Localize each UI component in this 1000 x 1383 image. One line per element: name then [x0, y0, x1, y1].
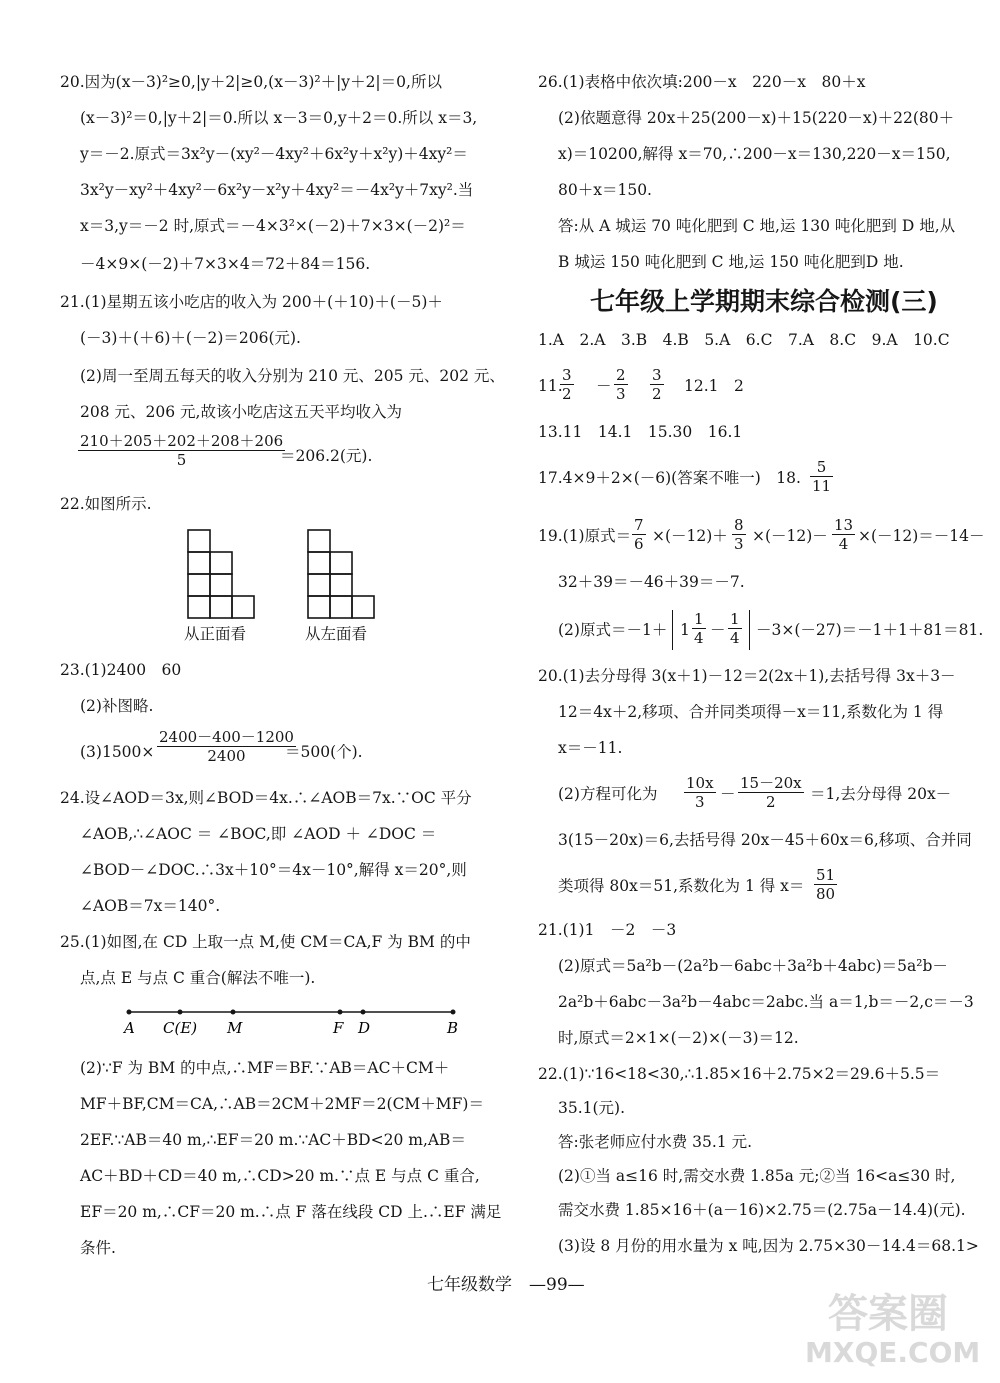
q20-1-line-1: 20.(1)去分母得 3(x＋1)－12＝2(2x＋1),去括号得 3x＋3－ — [538, 667, 956, 685]
q21-2-line-1: (2)原式＝5a²b－(2a²b－6abc＋3a²b＋4abc)＝5a²b－ — [558, 957, 948, 975]
watermark-site: MXQE.COM — [805, 1336, 981, 1369]
q20-line-2: (x－3)²＝0,|y＋2|＝0.所以 x－3＝0,y＋2＝0.所以 x＝3, — [80, 109, 478, 127]
q24-line-3: ∠BOD－∠DOC.∴3x＋10°＝4x－10°,解得 x＝20°,则 — [80, 861, 467, 879]
q19-1-fraction-1 — [632, 516, 646, 553]
point-c — [178, 1010, 183, 1015]
q11-fraction-1 — [560, 366, 574, 403]
q24-line-4: ∠AOB＝7x＝140°. — [80, 897, 221, 915]
fraction-denominator: 5 — [176, 451, 187, 469]
q21-line-4: 208 元、206 元,故该小吃店这五天平均收入为 — [80, 403, 402, 421]
q20-line-6: －4×9×(－2)＋7×3×4＝72＋84＝156. — [80, 255, 371, 273]
fraction-numerator: 7 — [634, 516, 644, 534]
label-a: A — [124, 1019, 135, 1037]
q25-line-2: 点,点 E 与点 C 重合(解法不唯一). — [80, 969, 316, 987]
q11-head: 11. — [538, 377, 563, 395]
q20-line-1: 20.因为(x－3)²≥0,|y＋2|≥0,(x－3)²＋|y＋2|＝0,所以 — [60, 73, 442, 91]
fraction-numerator: 1 — [694, 610, 704, 628]
fraction-denominator: 4 — [838, 535, 849, 553]
label-c-e: C(E) — [163, 1019, 198, 1037]
q25-2-line-4: AC＋BD＋CD＝40 m,∴CD>20 m.∵点 E 与点 C 重合, — [80, 1167, 480, 1185]
left-view-grid — [308, 530, 374, 618]
q19-1-head: 19.(1)原式＝ — [538, 527, 632, 545]
q25-2-line-2: MF＋BF,CM＝CA,∴AB＝2CM＋2MF＝2(CM＋MF)＝ — [80, 1095, 484, 1113]
q18-fraction — [810, 458, 833, 495]
q22-line-4: (2)①当 a≤16 时,需交水费 1.85a 元;②当 16<a≤30 时, — [558, 1167, 956, 1185]
q26-line-2: (2)依题意得 20x＋25(200－x)＋15(220－x)＋22(80＋ — [558, 109, 955, 127]
fraction-numerator: 3 — [562, 366, 572, 384]
q20-2-tail: ＝1,去分母得 20x－ — [810, 785, 952, 803]
point-b — [451, 1010, 456, 1015]
q21-line-1: 21.(1)星期五该小吃店的收入为 200＋(＋10)＋(－5)＋ — [60, 293, 443, 311]
q19-1-fraction-3 — [832, 516, 855, 553]
q22-line-5: 需交水费 1.85×16＋(a－16)×2.75＝(2.75a－14.4)(元). — [558, 1201, 966, 1219]
q25-2-line-1: (2)∵F 为 BM 的中点,∴MF＝BF.∵AB＝AC＋CM＋ — [80, 1059, 450, 1077]
fraction-numerator: 5 — [810, 458, 833, 477]
q26-line-1: 26.(1)表格中依次填:200－x 220－x 80＋x — [538, 73, 866, 91]
q21-1-line: 21.(1)1 －2 －3 — [538, 921, 677, 939]
q21-average-result: ＝206.2(元). — [280, 447, 373, 465]
fraction-denominator: 3 — [734, 535, 744, 553]
fraction-denominator: 11 — [812, 477, 832, 495]
q20-line-5: x＝3,y＝－2 时,原式＝－4×3²×(－2)＋7×3×(－2)²＝ — [80, 217, 466, 235]
q20-1-line-3: x＝－11. — [558, 739, 623, 757]
fraction-numerator: 13 — [834, 516, 854, 534]
front-view-grid — [188, 530, 254, 618]
q19-2-minus: － — [710, 621, 726, 639]
q22-line-1: 22.(1)∵16<18<30,∴1.85×16＋2.75×2＝29.6＋5.5＝ — [538, 1065, 941, 1083]
q20-2-line-2: 3(15－20x)＝6,去括号得 20x－45＋60x＝6,移项、合并同 — [558, 831, 972, 849]
point-d — [361, 1010, 366, 1015]
q23-3-result: ＝500(个). — [285, 743, 363, 761]
fraction-numerator: 10x — [686, 774, 714, 792]
q13-16-answers: 13.11 14.1 15.30 16.1 — [538, 423, 743, 441]
fraction-numerator: 1 — [730, 610, 740, 628]
q23-3-fraction — [157, 728, 296, 765]
q24-line-1: 24.设∠AOD＝3x,则∠BOD＝4x.∴∠AOB＝7x.∵OC 平分 — [60, 789, 472, 807]
q20-2-answer-fraction — [814, 866, 837, 903]
watermark-logo: 答案圈 — [828, 1291, 948, 1337]
q20-2-fraction-b — [738, 774, 804, 811]
q25-2-line-3: 2EF.∵AB＝40 m,∴EF＝20 m.∵AC＋BD<20 m,AB＝ — [80, 1131, 466, 1149]
q19-1-op-3: ×(－12)＝－14－ — [858, 527, 985, 545]
fraction-numerator: 15－20x — [740, 774, 802, 792]
fraction-numerator: 2400－400－1200 — [159, 728, 294, 746]
q24-line-2: ∠AOB,∴∠AOC ＝ ∠BOC,即 ∠AOD ＋ ∠DOC ＝ — [80, 825, 437, 843]
q26-line-5: 答:从 A 城运 70 吨化肥到 C 地,运 130 吨化肥到 D 地,从 — [558, 217, 956, 235]
q21-average-fraction — [78, 432, 285, 469]
left-view-caption: 从左面看 — [305, 625, 368, 643]
q19-2-fraction-a — [692, 610, 706, 647]
fraction-numerator: 8 — [734, 516, 744, 534]
q22-line-2: 35.1(元). — [558, 1099, 626, 1117]
front-view-caption: 从正面看 — [184, 625, 247, 643]
q26-line-6: B 城运 150 吨化肥到 C 地,运 150 吨化肥到D 地. — [558, 253, 904, 271]
q19-2-head: (2)原式＝－1＋ — [558, 621, 668, 639]
q19-1-op-2: ×(－12)－ — [752, 527, 828, 545]
fraction-denominator: 80 — [816, 885, 836, 903]
q23-line-1: 23.(1)2400 60 — [60, 661, 182, 679]
fraction-denominator: 2 — [766, 793, 776, 811]
label-d: D — [358, 1019, 371, 1037]
point-a — [127, 1010, 132, 1015]
q26-line-3: x)＝10200,解得 x＝70,∴200－x＝130,220－x＝150, — [558, 145, 951, 163]
q23-line-2: (2)补图略. — [80, 697, 154, 715]
fraction-denominator: 2 — [652, 385, 662, 403]
fraction-denominator: 2 — [562, 385, 572, 403]
q23-3-head: (3)1500× — [80, 743, 155, 761]
q20-2-minus: － — [720, 785, 736, 803]
fraction-denominator: 4 — [694, 629, 704, 647]
q26-line-4: 80＋x＝150. — [558, 181, 652, 199]
q22-line-3: 答:张老师应付水费 35.1 元. — [558, 1133, 753, 1151]
q21-line-2: (－3)＋(＋6)＋(－2)＝206(元). — [80, 329, 301, 347]
q21-2-line-3: 时,原式＝2×1×(－2)×(－3)＝12. — [558, 1029, 799, 1047]
q11-fraction-2 — [614, 366, 628, 403]
q20-2-head: (2)方程可化为 — [558, 785, 658, 803]
fraction-numerator: 2 — [616, 366, 626, 384]
q19-2-mixed-whole: 1 — [680, 621, 690, 639]
point-m — [231, 1010, 236, 1015]
fraction-denominator: 2400 — [207, 747, 246, 765]
point-f — [338, 1010, 343, 1015]
fraction-denominator: 6 — [634, 535, 644, 553]
fraction-denominator: 3 — [616, 385, 626, 403]
q22-line: 22.如图所示. — [60, 495, 152, 513]
q11-minus-sign: － — [596, 377, 612, 395]
label-b: B — [447, 1019, 459, 1037]
q20-2-fraction-a — [684, 774, 716, 811]
fraction-numerator: 210＋205＋202＋208＋206 — [80, 432, 284, 450]
label-m: M — [227, 1019, 243, 1037]
fraction-denominator: 4 — [730, 629, 740, 647]
q25-2-line-5: EF＝20 m,∴CF＝20 m.∴点 F 落在线段 CD 上.∴EF 满足 — [80, 1203, 502, 1221]
page-footer: 七年级数学 —99— — [427, 1275, 585, 1295]
q11-fraction-3 — [650, 366, 664, 403]
q21-2-line-2: 2a²b＋6abc－3a²b－4abc＝2abc.当 a＝1,b＝－2,c＝－3 — [558, 993, 974, 1011]
fraction-denominator: 3 — [695, 793, 705, 811]
q20-1-line-2: 12＝4x＋2,移项、合并同类项得－x＝11,系数化为 1 得 — [558, 703, 944, 721]
q25-2-line-6: 条件. — [80, 1239, 116, 1257]
mc-answers: 1.A 2.A 3.B 4.B 5.A 6.C 7.A 8.C 9.A 10.C — [538, 331, 950, 349]
q19-2-fraction-b — [728, 610, 742, 647]
segment-figure — [115, 1000, 475, 1040]
q19-1-fraction-2 — [732, 516, 746, 553]
label-f: F — [333, 1019, 344, 1037]
q19-2-tail: －3×(－27)＝－1＋1＋81＝81. — [756, 621, 984, 639]
fraction-numerator: 3 — [652, 366, 662, 384]
q22-line-6: (3)设 8 月份的用水量为 x 吨,因为 2.75×30－14.4＝68.1> — [558, 1237, 979, 1255]
q20-line-4: 3x²y－xy²＋4xy²－6x²y－x²y＋4xy²＝－4x²y＋7xy².当 — [80, 181, 474, 199]
q25-line-1: 25.(1)如图,在 CD 上取一点 M,使 CM＝CA,F 为 BM 的中 — [60, 933, 471, 951]
q12-answer: 12.1 2 — [684, 377, 744, 395]
fraction-numerator: 51 — [816, 866, 836, 884]
section-title: 七年级上学期期末综合检测(三) — [590, 287, 938, 316]
q21-line-3: (2)周一至周五每天的收入分别为 210 元、205 元、202 元、 — [80, 367, 505, 385]
q19-1-op-1: ×(－12)＋ — [652, 527, 728, 545]
q20-2-line-3: 类项得 80x＝51,系数化为 1 得 x＝ — [558, 877, 805, 895]
q20-line-3: y＝－2.原式＝3x²y－(xy²－4xy²＋6x²y＋x²y)＋4xy²＝ — [80, 145, 468, 163]
q17-18-answers: 17.4×9＋2×(－6)(答案不唯一) 18. — [538, 469, 801, 487]
q19-1-line-2: 32＋39＝－46＋39＝－7. — [558, 573, 745, 591]
